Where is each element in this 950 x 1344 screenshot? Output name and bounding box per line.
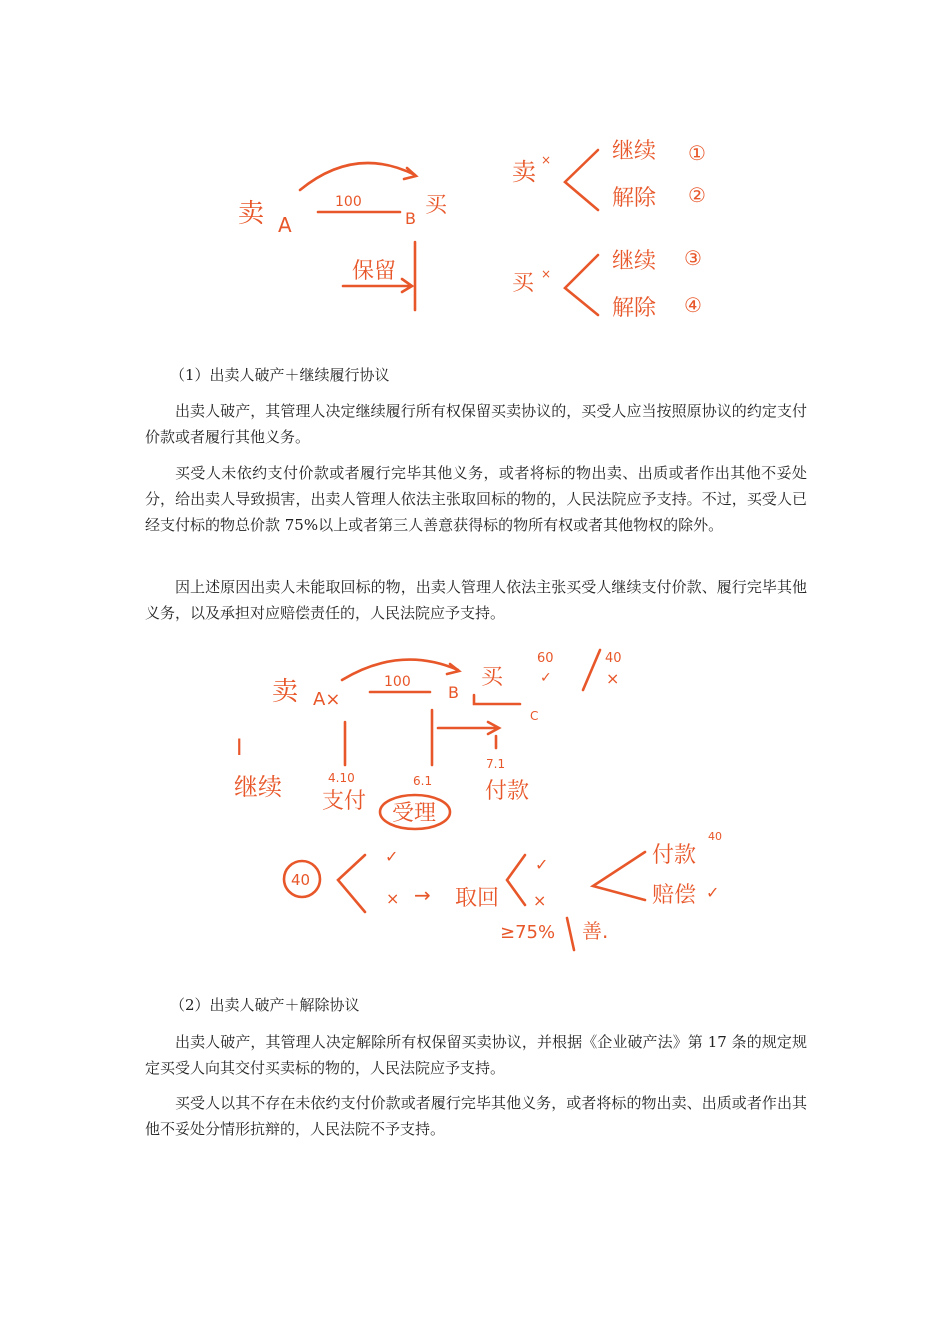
option-2-number: ② [688, 183, 706, 207]
buyer-label: 买 [481, 665, 504, 690]
handwritten-diagram-1 [0, 120, 950, 340]
branch-top-cross: × [541, 153, 552, 167]
date-3-label: 7.1 [486, 757, 506, 771]
amount-label: 100 [384, 674, 411, 690]
ratio-top-left-check: ✓ [540, 670, 552, 686]
retrieve-label: 取回 [455, 886, 500, 911]
seller-label: 卖 [238, 199, 265, 229]
handwritten-diagram-2 [0, 640, 950, 960]
arrow-to-retrieve: → [414, 883, 431, 907]
branch-top-seller-label: 卖 [512, 158, 536, 186]
upper-check: ✓ [385, 847, 399, 866]
bracket-right [593, 852, 645, 900]
branch-bracket-bottom [565, 255, 598, 315]
buyer-to-c-line [474, 695, 520, 704]
section-1-paragraph-3: 因上述原因出卖人未能取回标的物，出卖人管理人依法主张买受人继续支付价款、履行完毕其他义务，以及承担对应赔偿责任的，人民法院应予支持。 [145, 578, 807, 622]
pay-label: 支付 [322, 789, 367, 814]
party-b-label: B [448, 683, 459, 702]
roman-one-label: I [236, 736, 243, 761]
delivery-label: 付款 [485, 779, 530, 804]
middle-cross: × [386, 889, 400, 908]
bracket-middle [507, 855, 525, 905]
diagram-2-svg [0, 640, 950, 960]
buyer-label: 买 [425, 193, 448, 218]
ratio-top-left: 60 [537, 651, 554, 666]
separator-slash [567, 918, 574, 950]
sup-40-label: 40 [708, 830, 722, 843]
bracket-left [338, 855, 365, 912]
section-1-heading: （1）出卖人破产＋继续履行协议 [170, 366, 390, 384]
compensation-check: ✓ [706, 883, 720, 902]
option-1-number: ① [688, 141, 706, 165]
option-3-number: ③ [684, 246, 702, 270]
option-4-action: 解除 [612, 296, 657, 321]
threshold-label: ≥75% [500, 922, 556, 943]
section-2-paragraph-1: 出卖人破产，其管理人决定解除所有权保留买卖协议，并根据《企业破产法》第 17 条的规定规定买受人向其交付买卖标的物的，人民法院应予支持。 [145, 1033, 807, 1077]
option-3-action: 继续 [612, 249, 657, 274]
branch-bracket-top [565, 150, 598, 210]
compensation-label: 赔偿 [652, 883, 697, 908]
section-2-paragraph-2: 买受人以其不存在未依约支付价款或者履行完毕其他义务，或者将标的物出卖、出质或者作出其他不妥处分情形抗辩的，人民法院不予支持。 [145, 1094, 807, 1138]
arrow-to-c [438, 722, 499, 734]
accept-label: 受理 [392, 801, 437, 826]
option-1-action: 继续 [612, 139, 657, 164]
party-c-label: C [530, 709, 539, 723]
section-1-paragraph-2: 买受人未依约支付价款或者履行完毕其他义务，或者将标的物出卖、出质或者作出其他不妥处分，给出卖人导致损害，出卖人管理人依法主张取回标的物的，人民法院应予支持。不过，买受人已经支付标的物总价款 75%以上或者第三人善意获得标的物所有权或者其他物权的除外。 [145, 464, 807, 534]
date-1-label: 4.10 [328, 771, 355, 785]
ratio-top-right: 40 [605, 651, 622, 666]
diagram-1-svg [0, 120, 950, 340]
retrieve-check: ✓ [535, 855, 549, 874]
branch-bottom-buyer-label: 买 [512, 271, 535, 296]
branch-bottom-cross: × [541, 267, 552, 281]
seller-label: 卖 [272, 677, 299, 707]
amount-label: 100 [335, 194, 362, 210]
retrieve-cross: × [533, 891, 547, 910]
party-a-label: A× [313, 689, 341, 710]
continue-label: 继续 [234, 773, 282, 801]
party-a-label: A [278, 213, 292, 237]
option-4-number: ④ [684, 293, 702, 317]
party-b-label: B [405, 209, 416, 228]
arc-a-to-b [300, 163, 415, 190]
section-1-paragraph-1: 出卖人破产，其管理人决定继续履行所有权保留买卖协议的，买受人应当按照原协议的约定支付价款或者履行其他义务。 [145, 402, 807, 446]
ratio-slash [583, 650, 600, 690]
retention-label: 保留 [352, 259, 397, 284]
section-2-heading: （2）出卖人破产＋解除协议 [170, 996, 360, 1014]
pay-right-label: 付款 [652, 843, 697, 868]
good-faith-label: 善. [582, 919, 609, 943]
option-2-action: 解除 [612, 186, 657, 211]
date-2-label: 6.1 [413, 774, 433, 788]
circle-40-label: 40 [291, 871, 311, 889]
ratio-top-right-cross: × [606, 669, 620, 688]
